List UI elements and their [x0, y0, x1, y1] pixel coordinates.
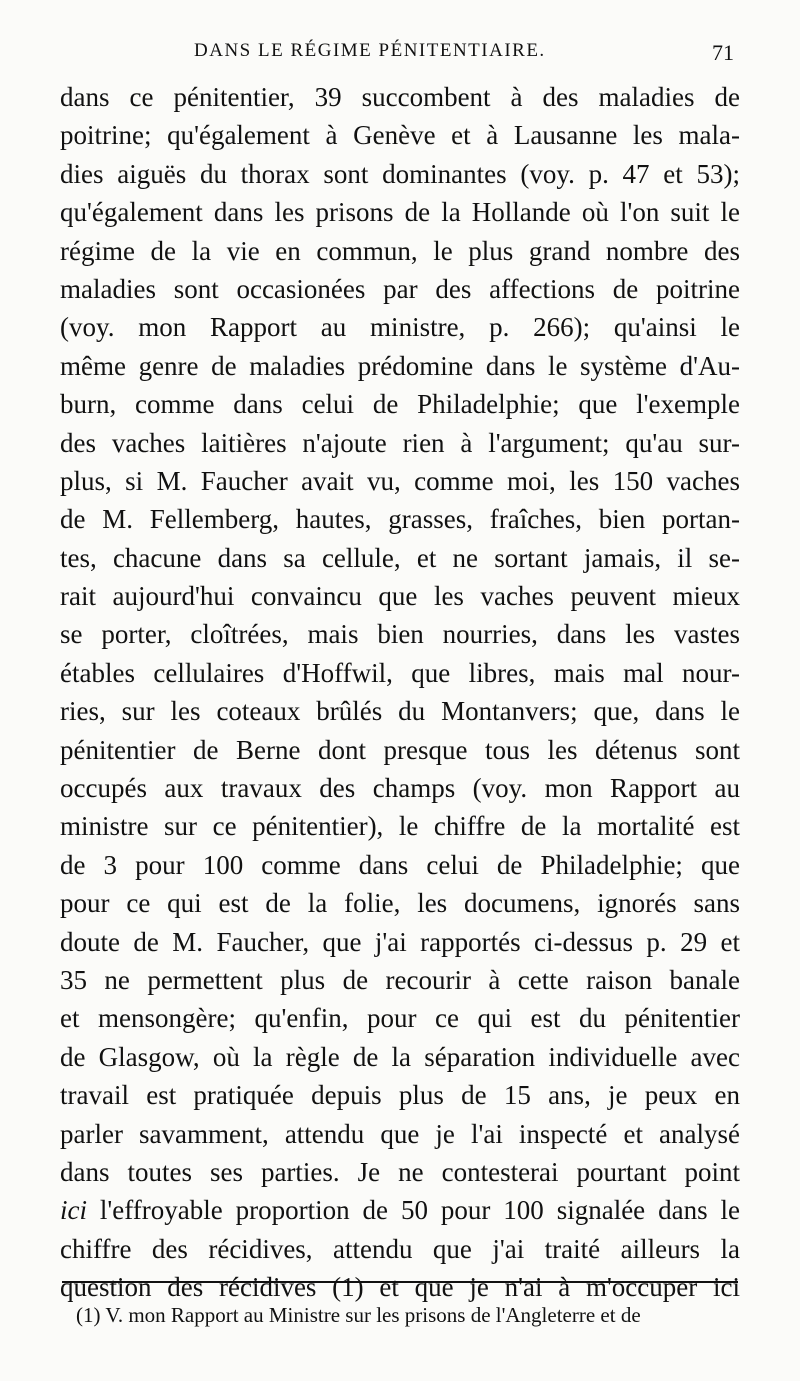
text-line-rest: l'effroyable proportion de 50 pour 100 signalée dans le	[87, 1195, 740, 1226]
text-line: ministre sur ce pénitentier), le chiffre de la mortalité est	[60, 811, 740, 842]
running-title: DANS LE RÉGIME PÉNITENTIAIRE.	[194, 40, 546, 61]
body-text	[60, 78, 740, 1307]
text-line: régime de la vie en commun, le plus grand nombre des	[60, 235, 740, 266]
text-line: rait aujourd'hui convaincu que les vaches peuvent mieux	[60, 581, 740, 612]
text-line: tes, chacune dans sa cellule, et ne sortant jamais, il se-	[60, 542, 740, 573]
text-line: plus, si M. Faucher avait vu, comme moi, les 150 vaches	[60, 465, 740, 496]
footnote: (1) V. mon Rapport au Ministre sur les prisons de l'Angleterre et de	[76, 1303, 641, 1327]
text-line: doute de M. Faucher, que j'ai rapportés ci-dessus p. 29 et	[60, 926, 740, 957]
italic-word: ici	[60, 1195, 87, 1226]
text-line: étables cellulaires d'Hoffwil, que libres, mais mal nour-	[60, 657, 740, 688]
text-line: de M. Fellemberg, hautes, grasses, fraîches, bien portan-	[60, 504, 740, 535]
text-line: ries, sur les coteaux brûlés du Montanvers; que, dans le	[60, 696, 740, 727]
page-number: 71	[712, 40, 734, 65]
page-header	[62, 40, 734, 76]
text-line: dans ce pénitentier, 39 succombent à des maladies de	[60, 82, 740, 112]
text-line: (voy. mon Rapport au ministre, p. 266); qu'ainsi le	[60, 312, 740, 343]
footnote-rule	[62, 1281, 738, 1283]
text-line: se porter, cloîtrées, mais bien nourries, dans les vastes	[60, 619, 740, 650]
text-line: chiffre des récidives, attendu que j'ai traité ailleurs la	[60, 1233, 740, 1264]
text-line: parler savamment, attendu que je l'ai inspecté et analysé	[60, 1118, 740, 1149]
text-line: dans toutes ses parties. Je ne contesterai pourtant point	[60, 1156, 740, 1187]
text-line: qu'également dans les prisons de la Hollande où l'on suit le	[60, 197, 740, 228]
text-line	[60, 1191, 740, 1229]
text-line: 35 ne permettent plus de recourir à cette raison banale	[60, 964, 740, 995]
text-line: occupés aux travaux des champs (voy. mon Rapport au	[60, 773, 740, 804]
text-line: dies aiguës du thorax sont dominantes (voy. p. 47 et 53);	[60, 158, 740, 189]
text-line: pour ce qui est de la folie, les documens, ignorés sans	[60, 888, 740, 919]
text-line: de Glasgow, où la règle de la séparation individuelle avec	[60, 1041, 740, 1072]
text-line: burn, comme dans celui de Philadelphie; que l'exemple	[60, 389, 740, 420]
text-line: de 3 pour 100 comme dans celui de Philadelphie; que	[60, 849, 740, 880]
text-line: maladies sont occasionées par des affections de poitrine	[60, 273, 740, 304]
text-line: et mensongère; qu'enfin, pour ce qui est du pénitentier	[60, 1003, 740, 1034]
text-line: même genre de maladies prédomine dans le système d'Au-	[60, 350, 740, 381]
text-line: travail est pratiquée depuis plus de 15 ans, je peux en	[60, 1080, 740, 1111]
text-line: des vaches laitières n'ajoute rien à l'argument; qu'au sur-	[60, 427, 740, 458]
text-line: poitrine; qu'également à Genève et à Lausanne les mala-	[60, 120, 740, 151]
text-line: pénitentier de Berne dont presque tous les détenus sont	[60, 734, 740, 765]
text-line: question des récidives (1) et que je n'ai à m'occuper ici	[60, 1272, 740, 1303]
